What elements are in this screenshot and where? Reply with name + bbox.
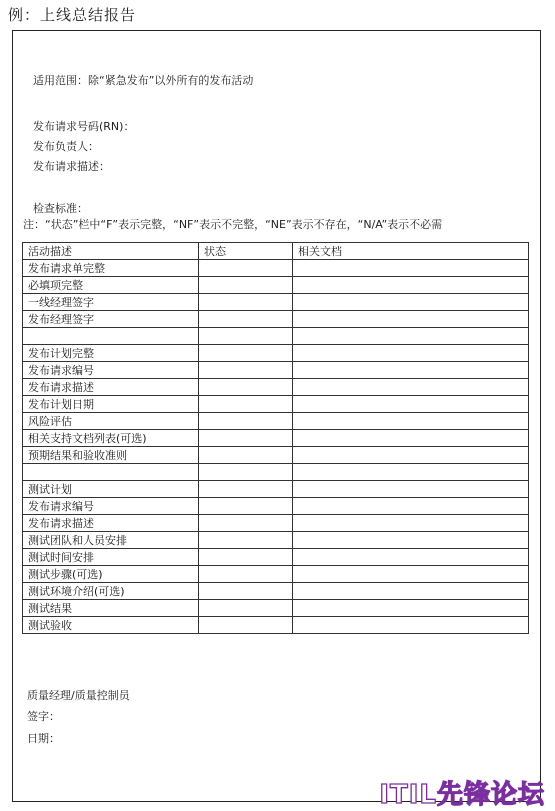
- activity-cell: 一线经理签字: [23, 294, 199, 311]
- status-cell: [199, 430, 293, 447]
- activity-cell: 发布请求单完整: [23, 260, 199, 277]
- table-row: [23, 413, 529, 430]
- activity-cell: 发布计划完整: [23, 345, 199, 362]
- table-row: [23, 328, 529, 345]
- header-activity: 活动描述: [23, 243, 199, 260]
- table-row: [23, 277, 529, 294]
- activity-cell: 测试计划: [23, 481, 199, 498]
- status-cell: [199, 328, 293, 345]
- documents-cell: [293, 464, 529, 481]
- rn-label: 发布请求号码(RN)：: [33, 120, 135, 133]
- table-row: [23, 362, 529, 379]
- status-cell: [199, 600, 293, 617]
- checklist-table: [22, 242, 529, 634]
- documents-cell: [293, 328, 529, 345]
- header-status: 状态: [199, 243, 293, 260]
- activity-cell: 发布请求描述: [23, 515, 199, 532]
- activity-cell: 发布经理签字: [23, 311, 199, 328]
- activity-cell: 测试结果: [23, 600, 199, 617]
- documents-cell: [293, 481, 529, 498]
- activity-cell: 风险评估: [23, 413, 199, 430]
- status-cell: [199, 345, 293, 362]
- documents-cell: [293, 498, 529, 515]
- activity-cell: 测试环境介绍(可选): [23, 583, 199, 600]
- activity-cell: 必填项完整: [23, 277, 199, 294]
- status-cell: [199, 260, 293, 277]
- status-cell: [199, 277, 293, 294]
- documents-cell: [293, 566, 529, 583]
- status-cell: [199, 362, 293, 379]
- role-label: 质量经理/质量控制员: [27, 689, 130, 702]
- status-cell: [199, 583, 293, 600]
- table-row: [23, 532, 529, 549]
- table-row: [23, 498, 529, 515]
- status-cell: [199, 396, 293, 413]
- status-cell: [199, 515, 293, 532]
- documents-cell: [293, 447, 529, 464]
- documents-cell: [293, 362, 529, 379]
- activity-cell: 发布请求编号: [23, 362, 199, 379]
- owner-label: 发布负责人：: [33, 140, 99, 153]
- documents-cell: [293, 617, 529, 634]
- activity-cell: 测试时间安排: [23, 549, 199, 566]
- documents-cell: [293, 413, 529, 430]
- status-cell: [199, 379, 293, 396]
- watermark-logo: ITIL先锋论坛: [379, 780, 545, 810]
- table-row: [23, 464, 529, 481]
- documents-cell: [293, 294, 529, 311]
- documents-cell: [293, 379, 529, 396]
- activity-cell: 发布请求描述: [23, 379, 199, 396]
- status-cell: [199, 549, 293, 566]
- documents-cell: [293, 515, 529, 532]
- date-label: 日期：: [27, 732, 60, 745]
- table-row: [23, 379, 529, 396]
- documents-cell: [293, 583, 529, 600]
- activity-cell: 预期结果和验收准则: [23, 447, 199, 464]
- table-row: [23, 481, 529, 498]
- activity-cell: 测试步骤(可选): [23, 566, 199, 583]
- table-row: [23, 549, 529, 566]
- activity-cell: [23, 464, 199, 481]
- status-cell: [199, 464, 293, 481]
- table-row: [23, 430, 529, 447]
- documents-cell: [293, 260, 529, 277]
- activity-cell: 发布计划日期: [23, 396, 199, 413]
- activity-cell: 相关支持文档列表(可选): [23, 430, 199, 447]
- status-cell: [199, 532, 293, 549]
- table-row: [23, 600, 529, 617]
- status-cell: [199, 617, 293, 634]
- activity-cell: [23, 328, 199, 345]
- signature-label: 签字：: [27, 710, 60, 723]
- status-cell: [199, 481, 293, 498]
- page-heading: 例：上线总结报告: [8, 6, 137, 24]
- documents-cell: [293, 600, 529, 617]
- table-row: [23, 294, 529, 311]
- status-cell: [199, 566, 293, 583]
- table-row: [23, 396, 529, 413]
- status-cell: [199, 311, 293, 328]
- description-label: 发布请求描述：: [33, 160, 110, 173]
- table-header-row: [23, 243, 529, 260]
- table-row: [23, 260, 529, 277]
- table-row: [23, 345, 529, 362]
- status-cell: [199, 498, 293, 515]
- status-legend-note: 注：“状态”栏中“F”表示完整，“NF”表示不完整，“NE”表示不存在，“N/A”表示不必需: [23, 218, 443, 231]
- table-row: [23, 515, 529, 532]
- documents-cell: [293, 430, 529, 447]
- documents-cell: [293, 549, 529, 566]
- scope-text: 适用范围：除“紧急发布”以外所有的发布活动: [33, 74, 254, 87]
- table-row: [23, 311, 529, 328]
- documents-cell: [293, 345, 529, 362]
- documents-cell: [293, 277, 529, 294]
- table-row: [23, 447, 529, 464]
- documents-cell: [293, 311, 529, 328]
- activity-cell: 测试团队和人员安排: [23, 532, 199, 549]
- status-cell: [199, 447, 293, 464]
- status-cell: [199, 413, 293, 430]
- header-documents: 相关文档: [293, 243, 529, 260]
- table-row: [23, 617, 529, 634]
- activity-cell: 测试验收: [23, 617, 199, 634]
- status-cell: [199, 294, 293, 311]
- table-row: [23, 566, 529, 583]
- documents-cell: [293, 396, 529, 413]
- checklist-body: [23, 260, 529, 634]
- criteria-label: 检查标准：: [33, 202, 88, 215]
- activity-cell: 发布请求编号: [23, 498, 199, 515]
- documents-cell: [293, 532, 529, 549]
- table-row: [23, 583, 529, 600]
